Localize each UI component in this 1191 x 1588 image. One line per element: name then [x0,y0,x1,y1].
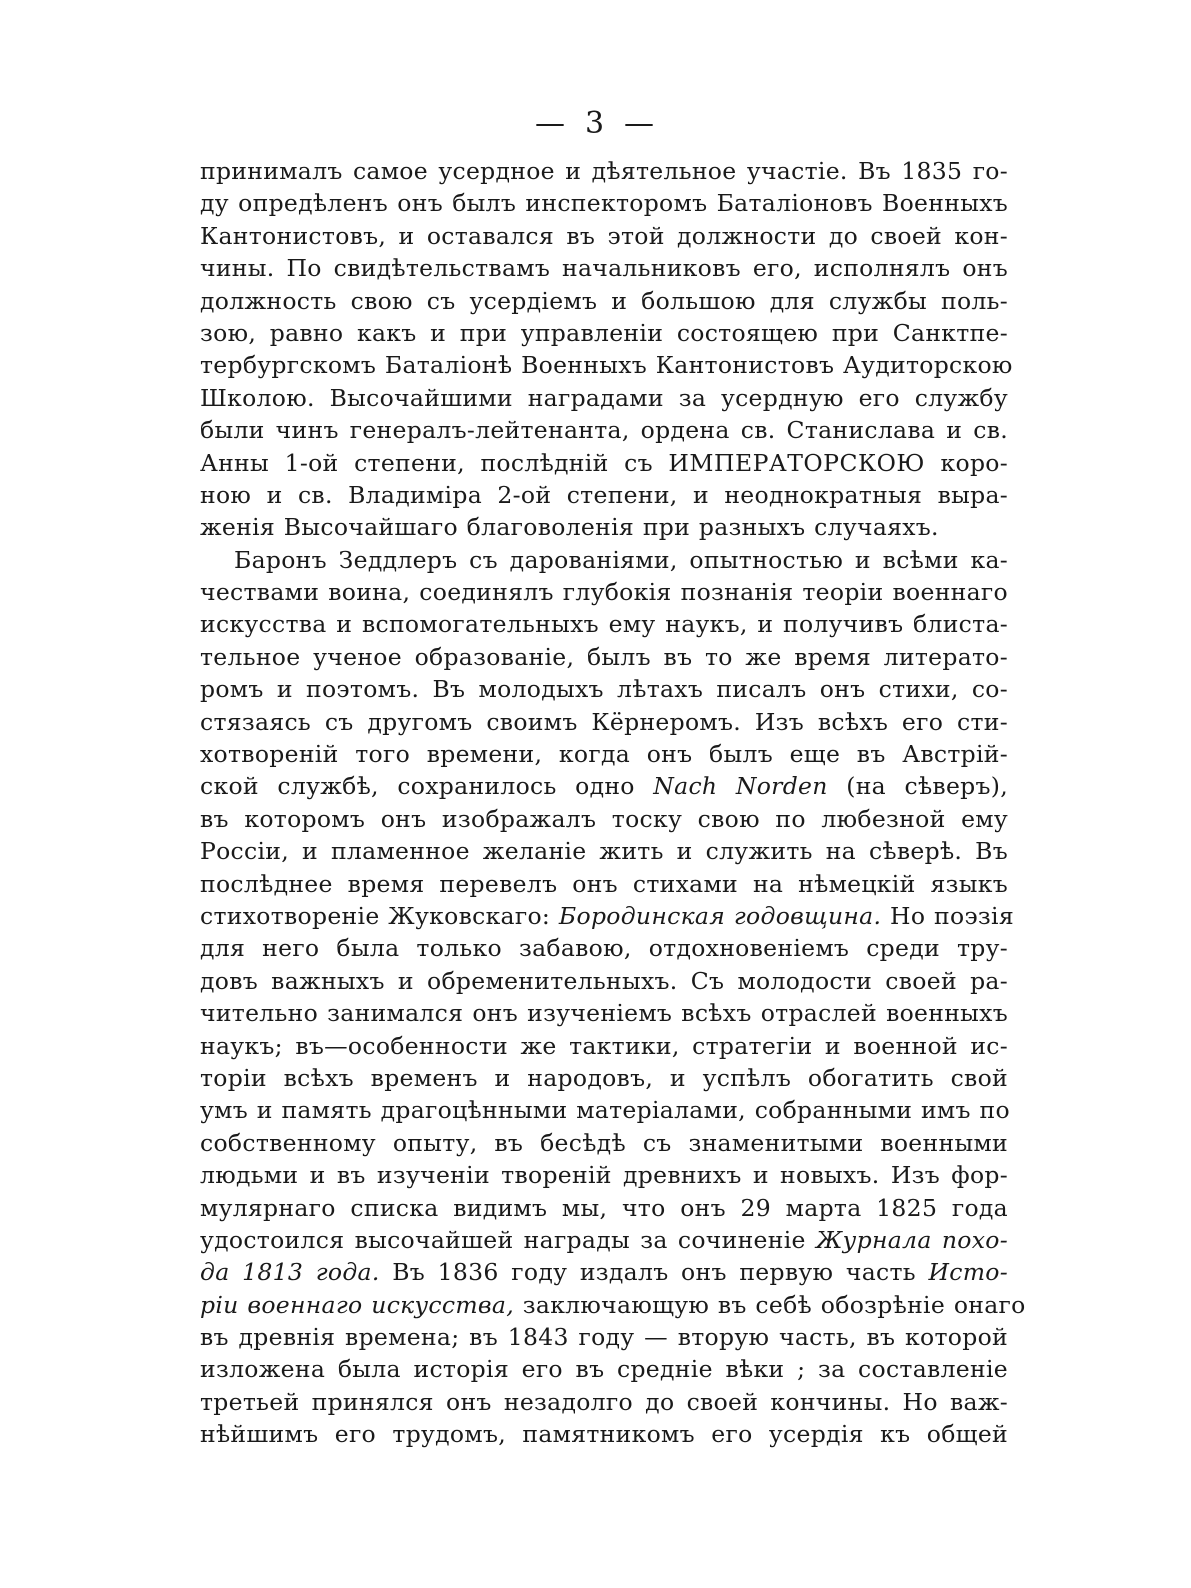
page-number-value: 3 [584,106,607,141]
text-segment: довъ важныхъ и обременительныхъ. Съ молодости своей ра- [200,966,1008,995]
text-segment: заключающую въ себѣ обозрѣніе онаго [514,1290,1026,1319]
text-segment: въ древнія времена; въ 1843 году — вторую часть, въ которой [200,1323,1008,1352]
italic-text: Исто- [928,1258,1008,1287]
text-line [200,1224,1008,1256]
text-segment: ду опредѣленъ онъ былъ инспекторомъ Баталіоновъ Военныхъ [200,189,1008,218]
text-line [200,997,1008,1029]
text-line [200,835,1008,867]
text-segment: Школою. Высочайшими наградами за усердную его службу [200,383,1008,412]
text-line [200,511,1008,543]
page-number-dash-right: — [624,106,657,141]
text-segment: ромъ и поэтомъ. Въ молодыхъ лѣтахъ писалъ онъ стихи, со- [200,675,1008,704]
text-line [200,382,1008,414]
text-line [200,1289,1026,1321]
text-line [200,155,1008,187]
text-segment: хотвореній того времени, когда онъ былъ еще въ Австрій- [200,740,1008,769]
text-line [200,1030,1008,1062]
text-line [200,1192,1008,1224]
text-segment: должность свою съ усердіемъ и большою для службы поль- [200,286,1008,315]
text-segment: Россіи, и пламенное желаніе жить и служить на сѣверѣ. Въ [200,837,1008,866]
text-segment: для него была только забавою, отдохновеніемъ среди тру- [200,934,1008,963]
text-segment: были чинъ генералъ-лейтенанта, ордена св. Станислава и св. [200,416,1008,445]
text-line [200,479,1008,511]
text-line [200,932,1008,964]
text-line [200,673,1008,705]
italic-text: да 1813 года. [200,1258,380,1287]
text-segment: ною и св. Владиміра 2-ой степени, и неоднократныя выра- [200,480,1008,509]
page-number [0,104,1191,144]
text-segment: людьми и въ изученіи твореній древнихъ и новыхъ. Изъ фор- [200,1161,1008,1190]
text-segment: стихотвореніе Жуковскаго: [200,901,559,930]
text-line [200,706,1008,738]
text-segment: умъ и память драгоцѣнными матеріалами, собранными имъ по [200,1096,1010,1125]
text-line [200,900,1014,932]
text-segment: (на сѣверъ), [827,772,1008,801]
text-segment: чествами воина, соединялъ глубокія познанія теоріи военнаго [200,578,1008,607]
text-line [200,1386,1008,1418]
text-line [200,252,1008,284]
text-segment: Но поэзія [881,901,1014,930]
caps-text: ИМПЕРАТОРСКОЮ [668,448,925,477]
body-text [200,155,1026,1451]
text-segment: послѣднее время перевелъ онъ стихами на нѣмецкій языкъ [200,869,1008,898]
text-line [200,576,1008,608]
text-segment: изложена была исторія его въ средніе вѣки ; за составленіе [200,1355,1008,1384]
text-line [200,220,1008,252]
text-segment: въ которомъ онъ изображалъ тоску свою по любезной ему [200,804,1008,833]
text-segment: Въ 1836 году издалъ онъ первую часть [379,1258,929,1287]
text-segment: Кантонистовъ, и оставался въ этой должности до своей кон- [200,221,1008,250]
text-line [200,770,1008,802]
text-segment: удостоился высочайшей награды за сочиненіе [200,1225,816,1254]
text-line [200,1256,1008,1288]
text-segment: третьей принялся онъ незадолго до своей кончины. Но важ- [200,1387,1008,1416]
text-segment: ской службѣ, сохранилось одно [200,772,654,801]
italic-text: Бородинская годовщина. [558,901,882,930]
text-segment: тербургскомъ Баталіонѣ Военныхъ Кантонистовъ Аудиторскою [200,351,1013,380]
text-segment: Баронъ Зеддлеръ съ дарованіями, опытностью и всѣми ка- [234,545,1008,574]
text-segment: собственному опыту, въ бесѣдѣ съ знаменитыми военными [200,1128,1008,1157]
text-segment: принималъ самое усердное и дѣятельное участіе. Въ 1835 го- [200,157,1008,185]
text-line [200,868,1008,900]
text-line [200,414,1008,446]
text-line [200,1353,1008,1385]
italic-text: Журнала похо- [815,1225,1008,1254]
text-segment: стязаясь съ другомъ своимъ Кёрнеромъ. Изъ всѣхъ его сти- [200,707,1008,736]
text-line [200,544,1008,576]
text-segment: мулярнаго списка видимъ мы, что онъ 29 марта 1825 года [200,1193,1008,1222]
page-number-dash-left: — [534,106,567,141]
text-line [200,349,1013,381]
text-segment: женія Высочайшаго благоволенія при разныхъ случаяхъ. [200,513,939,542]
text-line [200,641,1008,673]
text-line [200,738,1008,770]
text-line [200,1094,1008,1126]
text-segment: искусства и вспомогательныхъ ему наукъ, и получивъ блиста- [200,610,1008,639]
text-segment: торіи всѣхъ временъ и народовъ, и успѣлъ обогатить свой [200,1063,1008,1092]
text-line [200,317,1008,349]
text-segment: Анны 1-ой степени, послѣдній съ [200,448,669,477]
italic-text: Nach Norden [653,772,828,801]
text-line [200,1418,1008,1450]
text-line [200,1127,1008,1159]
text-line [200,1321,1008,1353]
text-segment: зою, равно какъ и при управленіи состоящею при Санктпе- [200,318,1008,347]
italic-text: ріи военнаго искусства, [200,1290,514,1319]
text-segment: коро- [924,448,1008,477]
text-line [200,965,1008,997]
text-segment: чительно занимался онъ изученіемъ всѣхъ отраслей военныхъ [200,999,1008,1028]
text-line [200,187,1008,219]
text-segment: нѣйшимъ его трудомъ, памятникомъ его усердія къ общей [200,1420,1008,1449]
text-line [200,608,1008,640]
text-line [200,1062,1008,1094]
text-line [200,1159,1008,1191]
text-segment: чины. По свидѣтельствамъ начальниковъ его, исполнялъ онъ [200,254,1008,283]
text-line [200,285,1008,317]
text-line [200,447,1008,479]
text-line [200,803,1008,835]
text-segment: тельное ученое образованіе, былъ въ то же время литерато- [200,642,1008,671]
text-segment: наукъ; въ—особенности же тактики, стратегіи и военной ис- [200,1031,1008,1060]
